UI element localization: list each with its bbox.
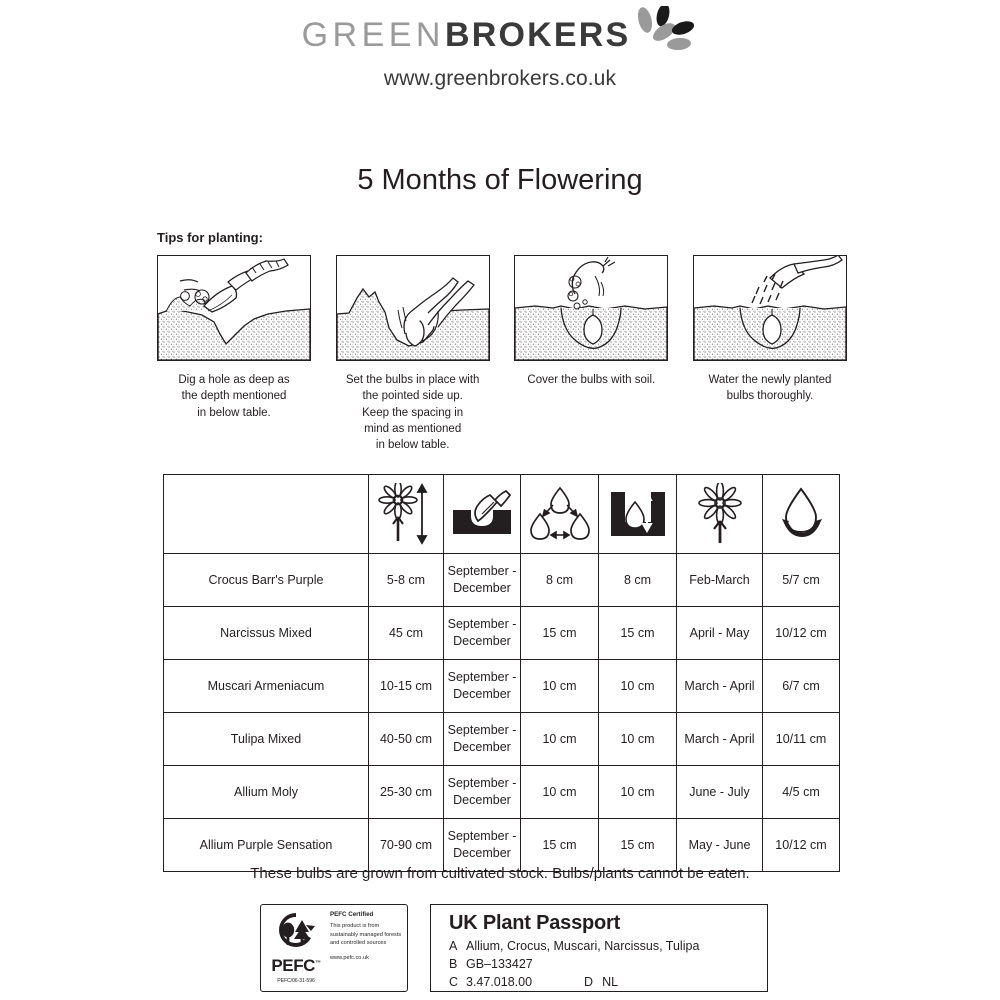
cell-variety: Tulipa Mixed	[164, 713, 369, 766]
passport-key-a: A	[449, 939, 458, 953]
cell-height: 45 cm	[369, 607, 444, 660]
cell-spacing: 15 cm	[521, 819, 599, 872]
watering-can-icon	[693, 255, 847, 361]
tip-panel-dig	[157, 255, 311, 454]
table-row	[164, 766, 840, 819]
cell-planting-depth: 10 cm	[599, 660, 677, 713]
cell-height: 40-50 cm	[369, 713, 444, 766]
cell-spacing: 10 cm	[521, 713, 599, 766]
passport-line-c	[449, 975, 767, 989]
pefc-tree-icon	[271, 911, 321, 956]
cell-variety: Crocus Barr's Purple	[164, 554, 369, 607]
cell-planting-depth: 15 cm	[599, 607, 677, 660]
cell-bulb-size: 10/12 cm	[763, 607, 840, 660]
passport-title: UK Plant Passport	[449, 912, 621, 934]
cell-planting-depth: 10 cm	[599, 713, 677, 766]
hand-placing-bulb-icon	[336, 255, 490, 361]
pefc-code: PEFC/06-31-596	[277, 978, 315, 984]
header-cell-variety	[164, 475, 369, 554]
passport-line-a	[449, 939, 767, 953]
cell-variety: Allium Moly	[164, 766, 369, 819]
pefc-heading: PEFC Certified	[330, 911, 374, 918]
cell-planting-period: September - December	[444, 766, 521, 819]
table-row	[164, 607, 840, 660]
cell-planting-period: September - December	[444, 819, 521, 872]
brand-name-bold: BROKERS	[445, 16, 631, 54]
cell-planting-period: September - December	[444, 713, 521, 766]
cell-variety: Allium Purple Sensation	[164, 819, 369, 872]
logo-row	[302, 18, 699, 54]
disclaimer-text: These bulbs are grown from cultivated stock. Bulbs/plants cannot be eaten.	[250, 865, 750, 882]
pefc-tm: ™	[315, 960, 321, 967]
cell-flowering-period: March - April	[677, 660, 763, 713]
cell-bulb-size: 4/5 cm	[763, 766, 840, 819]
passport-value-b: GB–133427	[466, 957, 533, 971]
pefc-body: This product is from sustainably managed forests and controlled sources	[330, 923, 402, 947]
table-row	[164, 713, 840, 766]
cell-flowering-period: Feb-March	[677, 554, 763, 607]
trowel-in-hole-icon	[444, 475, 521, 554]
cell-spacing: 15 cm	[521, 607, 599, 660]
cell-planting-period: September - December	[444, 660, 521, 713]
cell-flowering-period: March - April	[677, 713, 763, 766]
pefc-wordmark: PEFC™	[271, 956, 321, 975]
table-row	[164, 554, 840, 607]
passport-line-b	[449, 957, 767, 971]
leaves-icon	[632, 6, 698, 54]
passport-value-d: NL	[602, 975, 619, 989]
tip-caption-dig: Dig a hole as deep as the depth mentioned in below table.	[178, 374, 290, 419]
cell-flowering-period: May - June	[677, 819, 763, 872]
brand-url: www.greenbrokers.co.uk	[383, 67, 617, 90]
passport-value-a: Allium, Crocus, Muscari, Narcissus, Tulipa	[466, 939, 700, 953]
cell-flowering-period: June - July	[677, 766, 763, 819]
covering-soil-icon	[514, 255, 668, 361]
tip-panel-water	[693, 255, 847, 454]
trowel-digging-icon	[157, 255, 311, 361]
passport-key-d: D	[584, 975, 594, 989]
uk-plant-passport	[430, 904, 768, 992]
cell-height: 70-90 cm	[369, 819, 444, 872]
table-row	[164, 819, 840, 872]
brand-name-light: GREEN	[301, 16, 445, 54]
tip-caption-cover: Cover the bulbs with soil.	[527, 374, 656, 386]
cell-planting-depth: 15 cm	[599, 819, 677, 872]
cell-height: 10-15 cm	[369, 660, 444, 713]
cell-variety: Muscari Armeniacum	[164, 660, 369, 713]
table-row	[164, 660, 840, 713]
cell-height: 5-8 cm	[369, 554, 444, 607]
page-title: 5 Months of Flowering	[357, 164, 643, 196]
passport-value-c: 3.47.018.00	[466, 975, 533, 989]
depth-in-hole-icon	[599, 475, 677, 554]
cell-planting-period: September - December	[444, 554, 521, 607]
tip-panel-place	[336, 255, 490, 454]
cell-planting-depth: 8 cm	[599, 554, 677, 607]
cell-height: 25-30 cm	[369, 766, 444, 819]
cell-bulb-size: 6/7 cm	[763, 660, 840, 713]
tips-panels	[157, 255, 847, 454]
cell-variety: Narcissus Mixed	[164, 607, 369, 660]
pefc-url: www.pefc.co.uk	[330, 954, 369, 961]
tips-label: Tips for planting:	[157, 230, 263, 245]
table-header-row	[164, 475, 840, 554]
three-drops-spacing-icon	[521, 475, 599, 554]
drop-rotate-icon	[763, 475, 840, 554]
tip-caption-water: Water the newly planted bulbs thoroughly.	[708, 374, 832, 403]
tip-caption-place: Set the bulbs in place with the pointed side up. Keep the spacing in mind as mentioned in below table.	[345, 374, 480, 452]
bulb-planting-table	[163, 474, 840, 872]
cell-bulb-size: 10/12 cm	[763, 819, 840, 872]
passport-key-b: B	[449, 957, 458, 971]
pefc-certification-badge	[260, 904, 408, 992]
cell-flowering-period: April - May	[677, 607, 763, 660]
cell-spacing: 10 cm	[521, 766, 599, 819]
flower-height-icon	[369, 475, 444, 554]
brand-header	[0, 18, 1000, 91]
flower-bloom-icon	[677, 475, 763, 554]
cell-planting-depth: 10 cm	[599, 766, 677, 819]
passport-key-c: C	[449, 975, 459, 989]
tip-panel-cover	[514, 255, 668, 454]
pefc-text-block	[325, 911, 402, 987]
cell-bulb-size: 10/11 cm	[763, 713, 840, 766]
pefc-logo-block	[267, 911, 325, 987]
cell-bulb-size: 5/7 cm	[763, 554, 840, 607]
cell-spacing: 8 cm	[521, 554, 599, 607]
cell-planting-period: September - December	[444, 607, 521, 660]
cell-spacing: 10 cm	[521, 660, 599, 713]
